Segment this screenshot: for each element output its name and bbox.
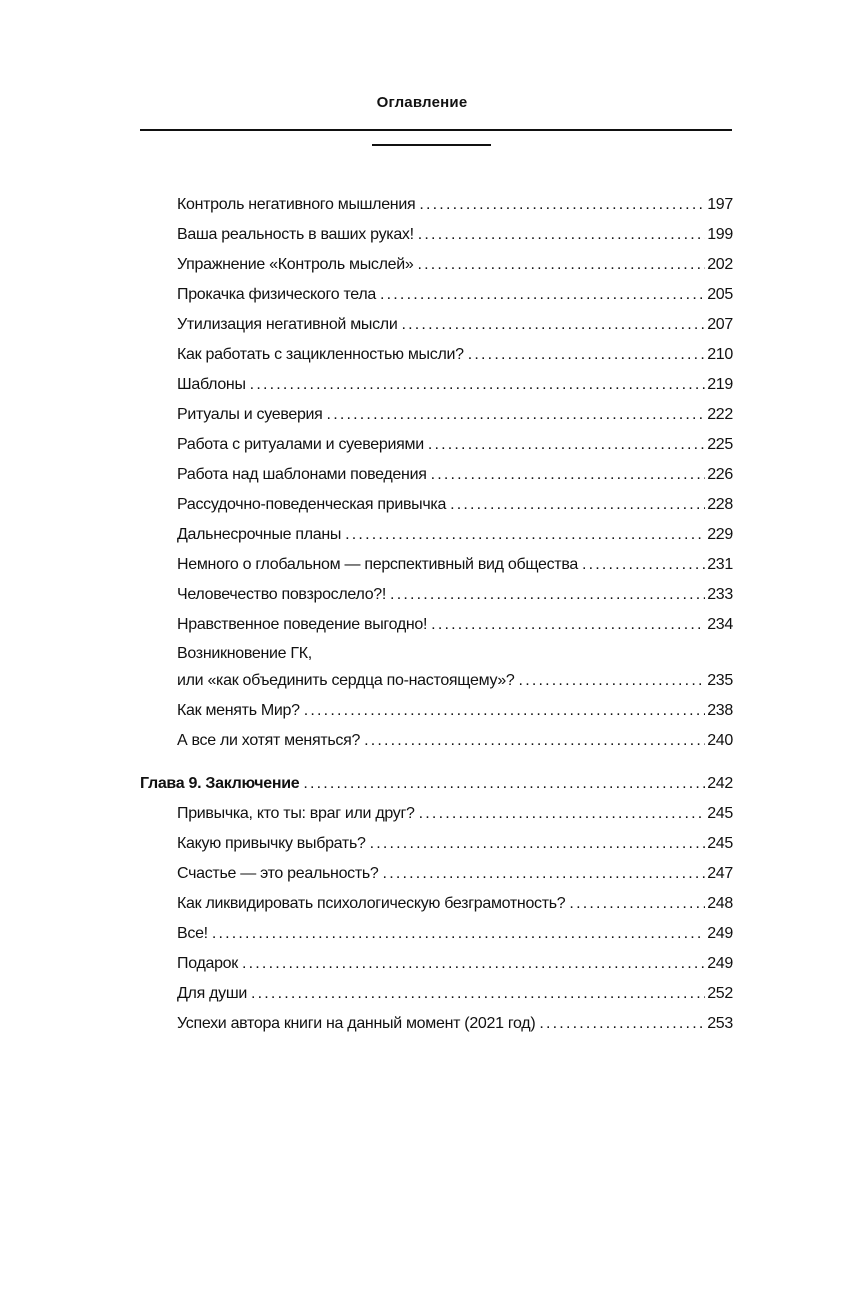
- toc-entry-title: Работа с ритуалами и суевериями: [177, 436, 424, 453]
- toc-entry-title: Работа над шаблонами поведения: [177, 466, 427, 483]
- header-rule-short: [372, 144, 491, 146]
- toc-chapter-title: Глава 9. Заключение: [140, 775, 300, 792]
- toc-entry-title: Прокачка физического тела: [177, 286, 376, 303]
- toc-entry[interactable]: [0, 520, 733, 550]
- toc-entry-title: Ритуалы и суеверия: [177, 406, 323, 423]
- toc-entry-title: Контроль негативного мышления: [177, 196, 416, 213]
- table-of-contents: [0, 190, 844, 1039]
- dot-leader: [468, 340, 705, 370]
- header-rule-long: [140, 129, 732, 131]
- dot-leader: [418, 220, 705, 250]
- toc-entry[interactable]: [0, 460, 733, 490]
- toc-entry[interactable]: [0, 280, 733, 310]
- toc-entry-title: Подарок: [177, 955, 238, 972]
- toc-entry-page: 235: [707, 672, 733, 689]
- dot-leader: [428, 430, 705, 460]
- dot-leader: [250, 370, 706, 400]
- toc-entry-page: 226: [707, 466, 733, 483]
- dot-leader: [242, 949, 705, 979]
- dot-leader: [431, 460, 706, 490]
- toc-entry-title: Какую привычку выбрать?: [177, 835, 366, 852]
- toc-entry-two-line[interactable]: [0, 640, 733, 696]
- toc-entry[interactable]: [0, 610, 733, 640]
- toc-entry[interactable]: [0, 190, 733, 220]
- toc-entry-page: 202: [707, 256, 733, 273]
- toc-entry-page: 245: [707, 805, 733, 822]
- toc-entry-page: 199: [707, 226, 733, 243]
- dot-leader: [419, 190, 705, 220]
- toc-entry-page: 207: [707, 316, 733, 333]
- dot-leader: [390, 580, 705, 610]
- dot-leader: [450, 490, 705, 520]
- toc-entry-page: 245: [707, 835, 733, 852]
- dot-leader: [370, 829, 706, 859]
- toc-entry-title-line2: или «как объединить сердца по-настоящему»?: [177, 672, 515, 689]
- toc-entry-page: 247: [707, 865, 733, 882]
- toc-entry-page: 231: [707, 556, 733, 573]
- toc-entry-title: Как менять Мир?: [177, 702, 300, 719]
- dot-leader: [417, 250, 705, 280]
- dot-leader: [383, 859, 706, 889]
- toc-entry-title: Нравственное поведение выгодно!: [177, 616, 428, 633]
- toc-entry-title: Счастье — это реальность?: [177, 865, 379, 882]
- toc-chapter-entry[interactable]: [0, 769, 733, 799]
- toc-entry-title: Человечество повзрослело?!: [177, 586, 387, 603]
- toc-entry-title: Рассудочно-поведенческая привычка: [177, 496, 447, 513]
- toc-entry-page: 240: [707, 732, 733, 749]
- dot-leader: [212, 919, 705, 949]
- toc-chapter-page: 242: [707, 775, 733, 792]
- toc-entry[interactable]: [0, 859, 733, 889]
- toc-entry[interactable]: [0, 370, 733, 400]
- dot-leader: [431, 610, 705, 640]
- dot-leader: [251, 979, 705, 1009]
- toc-entry-title: Утилизация негативной мысли: [177, 316, 398, 333]
- toc-entry[interactable]: [0, 430, 733, 460]
- toc-entry[interactable]: [0, 340, 733, 370]
- toc-entry-title: Все!: [177, 925, 208, 942]
- toc-entry-page: 197: [707, 196, 733, 213]
- toc-entry[interactable]: [0, 979, 733, 1009]
- toc-entry-title: Как работать с зацикленностью мысли?: [177, 346, 464, 363]
- toc-entry-page: 228: [707, 496, 733, 513]
- toc-entry-title: Привычка, кто ты: враг или друг?: [177, 805, 415, 822]
- dot-leader: [569, 889, 705, 919]
- toc-entry-page: 233: [707, 586, 733, 603]
- toc-entry-title: Успехи автора книги на данный момент (2021 год): [177, 1015, 536, 1032]
- toc-entry[interactable]: [0, 400, 733, 430]
- dot-leader: [345, 520, 705, 550]
- toc-entry[interactable]: [0, 250, 733, 280]
- dot-leader: [327, 400, 706, 430]
- toc-entry[interactable]: [0, 726, 733, 756]
- toc-entry-page: 210: [707, 346, 733, 363]
- toc-entry-title: Как ликвидировать психологическую безграмотность?: [177, 895, 566, 912]
- toc-entry-title: Для души: [177, 985, 247, 1002]
- toc-entry-title: Шаблоны: [177, 376, 246, 393]
- toc-entry[interactable]: [0, 1009, 733, 1039]
- toc-entry-page: 248: [707, 895, 733, 912]
- toc-entry-page: 205: [707, 286, 733, 303]
- dot-leader: [519, 666, 706, 696]
- dot-leader: [539, 1009, 705, 1039]
- dot-leader: [380, 280, 705, 310]
- dot-leader: [303, 769, 705, 799]
- toc-entry[interactable]: [0, 799, 733, 829]
- toc-entry-title-line1: Возникновение ГК,: [177, 645, 312, 662]
- dot-leader: [401, 310, 705, 340]
- toc-entry-page: 252: [707, 985, 733, 1002]
- toc-entry[interactable]: [0, 580, 733, 610]
- toc-entry[interactable]: [0, 696, 733, 726]
- toc-entry[interactable]: [0, 550, 733, 580]
- dot-leader: [364, 726, 705, 756]
- toc-entry-page: 253: [707, 1015, 733, 1032]
- toc-entry[interactable]: [0, 829, 733, 859]
- toc-entry-page: 238: [707, 702, 733, 719]
- running-title: Оглавление: [376, 94, 468, 111]
- toc-entry-page: 225: [707, 436, 733, 453]
- toc-entry-title: Немного о глобальном — перспективный вид общества: [177, 556, 578, 573]
- toc-entry[interactable]: [0, 919, 733, 949]
- toc-entry-title: Ваша реальность в ваших руках!: [177, 226, 414, 243]
- toc-entry-page: 234: [707, 616, 733, 633]
- dot-leader: [582, 550, 705, 580]
- toc-entry-page: 249: [707, 955, 733, 972]
- toc-entry-page: 222: [707, 406, 733, 423]
- toc-entry-page: 249: [707, 925, 733, 942]
- toc-entry-page: 229: [707, 526, 733, 543]
- toc-entry-page: 219: [707, 376, 733, 393]
- toc-entry-title: Упражнение «Контроль мыслей»: [177, 256, 414, 273]
- toc-entry-title: Дальнесрочные планы: [177, 526, 342, 543]
- toc-entry[interactable]: [0, 889, 733, 919]
- toc-entry[interactable]: [0, 949, 733, 979]
- toc-entry-title: А все ли хотят меняться?: [177, 732, 361, 749]
- toc-entry[interactable]: [0, 310, 733, 340]
- toc-entry[interactable]: [0, 490, 733, 520]
- dot-leader: [419, 799, 706, 829]
- dot-leader: [304, 696, 705, 726]
- toc-entry[interactable]: [0, 220, 733, 250]
